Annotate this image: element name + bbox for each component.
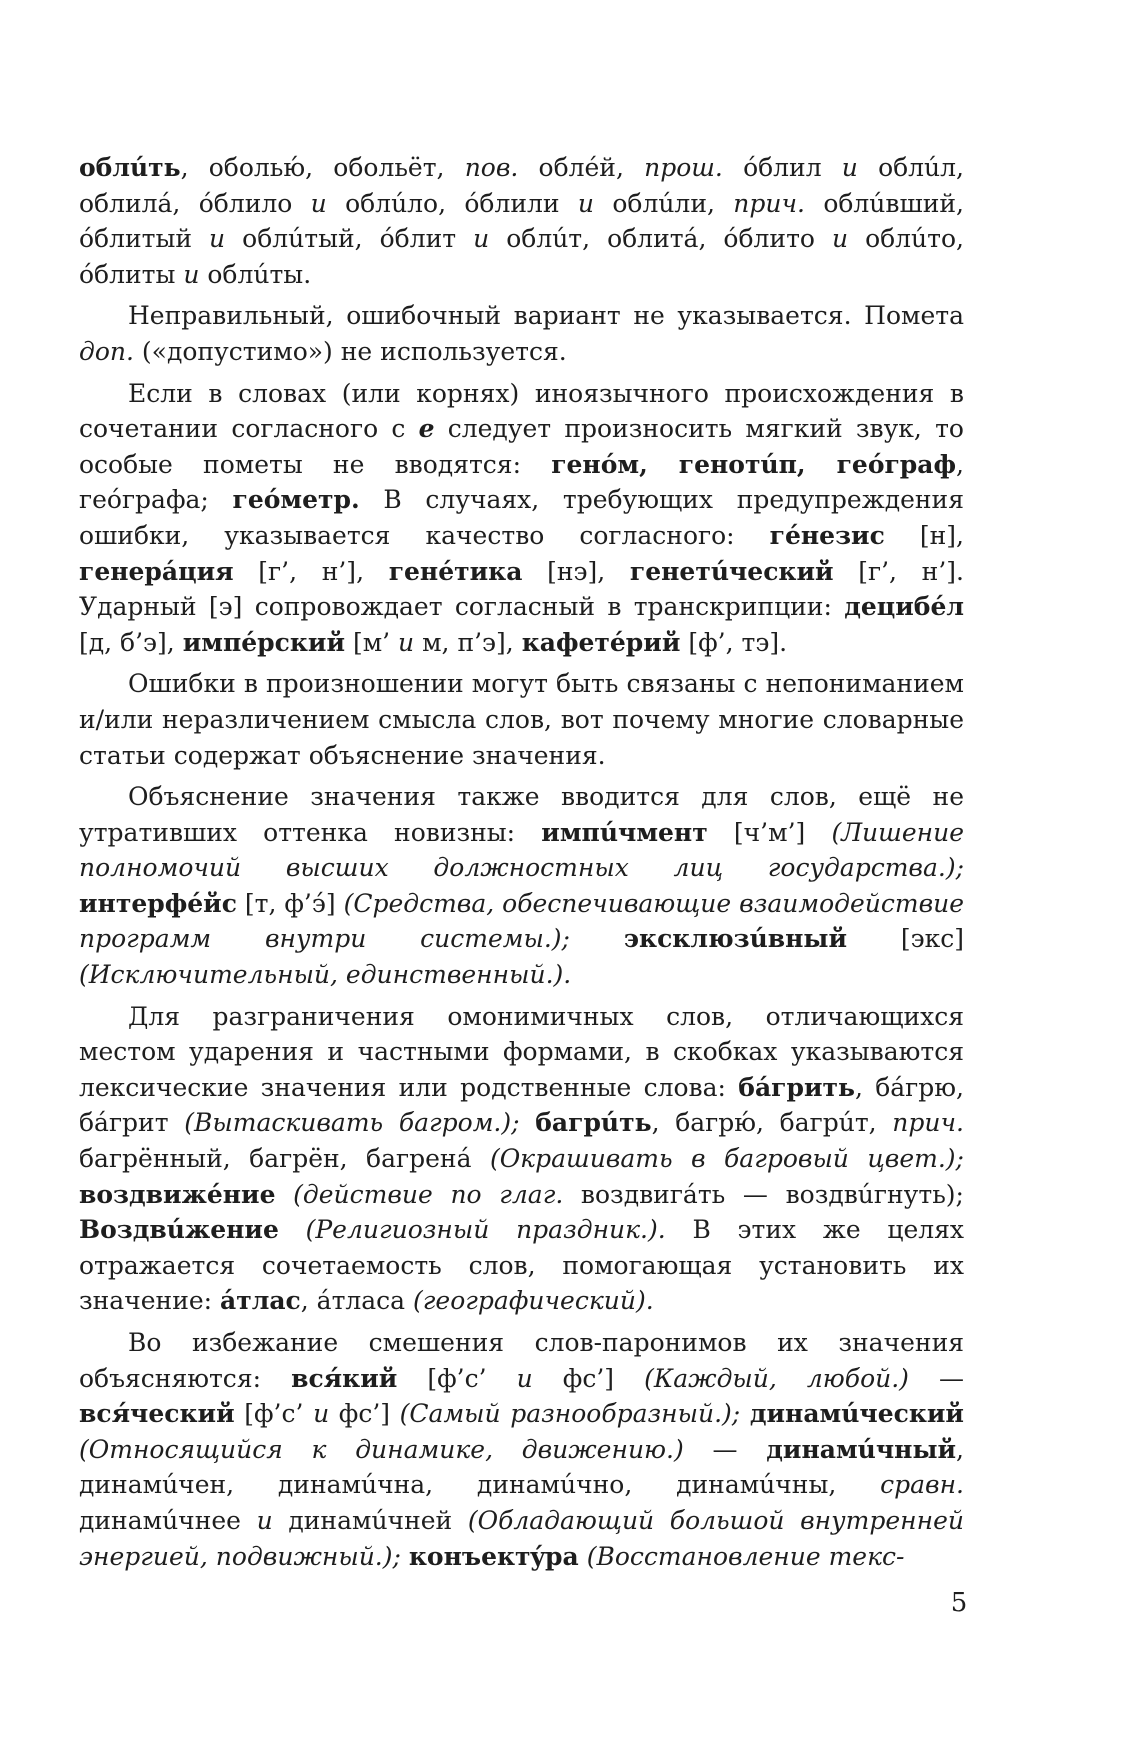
- headword: багрúть: [535, 1108, 652, 1138]
- headword: генетúческий: [629, 556, 834, 586]
- bold-italic-letter: е: [418, 414, 435, 444]
- text-run: [740, 1399, 750, 1428]
- text-run: , геóграфа;: [79, 449, 964, 515]
- headword: Воздвúжение: [79, 1215, 279, 1245]
- text-run: динамúчней: [272, 1505, 468, 1535]
- text-run: [г’, н’]. Ударный [э] сопровождает согласный в транскрипции:: [79, 556, 964, 622]
- text-run: Если в словах (или корнях) иноязычного происхождения в сочетании согласного с: [79, 378, 964, 444]
- italic-note: и: [831, 224, 849, 254]
- text-run: облúтый, óблит: [225, 224, 474, 254]
- text-run: [ф’, тэ].: [680, 627, 788, 657]
- italic-note: (действие по глаг.: [293, 1179, 564, 1209]
- text-run: Для разграничения омонимичных слов, отличающихся местом ударения и частными формами, в скобках указываются лексические значения или родственные слова:: [79, 1001, 964, 1102]
- text-run: облúт, облитá, óблито: [489, 224, 832, 254]
- text-run: облúто, óблиты: [79, 224, 964, 289]
- text-run: , бáгрю, бáгрит: [79, 1072, 964, 1138]
- italic-note: пов.: [464, 153, 519, 182]
- italic-note: доп.: [79, 336, 134, 366]
- text-run: [экс]: [847, 924, 964, 954]
- text-run: [275, 1180, 293, 1209]
- paragraph-soft-consonants: [79, 376, 964, 661]
- italic-note: и: [473, 224, 490, 254]
- headword: эксклюзúвный: [623, 924, 848, 954]
- text-run: фс’]: [329, 1399, 400, 1429]
- text-run: [г’, н’],: [233, 556, 389, 586]
- italic-note: (Вытаскивать багром.);: [184, 1108, 520, 1138]
- headword: вся́кий: [291, 1363, 398, 1393]
- headword: генерáция: [79, 556, 234, 586]
- headword: динамúчный: [766, 1434, 957, 1464]
- headword: кафетéрий: [521, 627, 681, 657]
- text-run: Неправильный, ошибочный вариант не указывается. Помета: [128, 301, 964, 331]
- headword: облúть: [79, 153, 181, 182]
- italic-note: (Лишение полномочий высших должностных лиц государства.);: [79, 817, 964, 883]
- text-run: Во избежание смешения слов-паронимов их значения объясняются:: [79, 1328, 964, 1393]
- text-run: , динамúчен, динамúчна, динамúчно, динамúчны,: [79, 1434, 964, 1500]
- italic-note: и: [209, 224, 226, 254]
- italic-note: прош.: [644, 153, 723, 182]
- italic-note: (Восстановление текс-: [586, 1541, 905, 1571]
- text-run: , оболью́, обольёт,: [180, 153, 465, 182]
- italic-note: сравн.: [880, 1470, 964, 1500]
- italic-note: (Средства, обеспечивающие взаимодействие программ внутри системы.);: [79, 888, 965, 954]
- text-run: следует произносить мягкий звук, то особые пометы не вводятся:: [79, 414, 964, 479]
- italic-note: (Окрашивать в багровый цвет.);: [489, 1144, 964, 1174]
- paragraph-homonyms: [79, 999, 964, 1319]
- text-run: [ч’м’]: [707, 817, 832, 847]
- italic-note: прич.: [733, 188, 805, 218]
- text-run: [ф’с’: [234, 1399, 314, 1429]
- headword: геóметр.: [232, 485, 360, 515]
- paragraph-incorrect-variants: [79, 298, 964, 369]
- text-run: воздвигáть — воздвúгнуть);: [563, 1179, 964, 1209]
- italic-note: (Каждый, любой.): [644, 1363, 909, 1393]
- text-run: облúты.: [199, 259, 312, 289]
- text-run: [т, ф’э́]: [236, 888, 344, 918]
- headword: децибéл: [844, 592, 964, 622]
- text-run: [ф’с’: [397, 1363, 517, 1393]
- text-run: облúли,: [594, 188, 734, 218]
- paragraph-new-words: [79, 779, 964, 993]
- italic-note: (географический).: [413, 1286, 654, 1316]
- italic-note: и: [516, 1363, 533, 1393]
- text-run: [579, 1542, 587, 1571]
- headword: импéрский: [182, 627, 345, 657]
- italic-note: и: [256, 1505, 273, 1535]
- text-run: облúвший, óблитый: [79, 188, 964, 254]
- body-text: [79, 150, 964, 1574]
- text-run: , багрю́, багрúт,: [651, 1108, 893, 1138]
- italic-note: и: [398, 627, 415, 657]
- text-run: —: [683, 1434, 767, 1464]
- headword: воздвижéние: [79, 1179, 276, 1209]
- paragraph-pronunciation-errors: [79, 666, 964, 773]
- text-run: облéй,: [518, 153, 645, 182]
- headword: бáгрить: [738, 1072, 855, 1102]
- text-run: [нэ],: [522, 556, 630, 586]
- italic-note: прич.: [892, 1108, 965, 1138]
- italic-note: (Относящийся к динамике, движению.): [79, 1434, 684, 1464]
- text-run: фс’]: [532, 1363, 645, 1393]
- text-run: [м’: [345, 627, 399, 657]
- headword: вся́ческий: [79, 1399, 235, 1429]
- italic-note: (Исключительный, единственный.).: [79, 960, 572, 990]
- italic-note: (Самый разнообразный.);: [399, 1399, 741, 1429]
- text-run: багрённый, багрён, багренá: [79, 1144, 490, 1174]
- page-number: 5: [950, 1588, 968, 1618]
- text-run: облúл, облилá, óблило: [79, 153, 964, 218]
- italic-note: (Религиозный праздник.).: [305, 1215, 666, 1245]
- text-run: В случаях, требующих предупреждения ошибки, указывается качество согласного:: [79, 485, 964, 550]
- headword: áтлас: [220, 1286, 301, 1316]
- text-run: В этих же целях отражается сочетаемость слов, помогающая установить их значение:: [79, 1215, 965, 1316]
- text-run: [д, б’э],: [79, 627, 183, 657]
- headword: гéнезис: [769, 520, 885, 550]
- text-run: [520, 1108, 536, 1137]
- text-run: м, п’э],: [414, 627, 522, 657]
- paragraph-paronyms: [79, 1325, 964, 1574]
- text-run: Объяснение значения также вводится для слов, ещё не утративших оттенка новизны:: [79, 782, 964, 847]
- paragraph-entry-oblit: [79, 150, 964, 292]
- text-run: [570, 924, 624, 953]
- italic-note: и: [313, 1399, 330, 1429]
- italic-note: и: [310, 188, 327, 218]
- headword: конъектýра: [408, 1541, 579, 1571]
- headword: динамúческий: [749, 1399, 964, 1429]
- italic-note: и: [577, 188, 595, 218]
- text-run: облúло, óблили: [326, 188, 578, 218]
- text-run: , áтласа: [300, 1286, 414, 1316]
- text-run: —: [908, 1363, 964, 1393]
- headword: импúчмент: [541, 817, 708, 847]
- text-run: óблил: [722, 153, 842, 182]
- text-run: динамúчнее: [79, 1505, 257, 1535]
- text-run: («допустимо») не используется.: [133, 336, 567, 366]
- text-run: [401, 1542, 409, 1571]
- headword: интерфéйс: [79, 888, 237, 918]
- italic-note: (Обладающий большой внутренней энергией, подвижный.);: [79, 1505, 964, 1571]
- text-run: [279, 1215, 306, 1244]
- italic-note: и: [841, 153, 858, 182]
- headword: генéтика: [388, 556, 523, 586]
- text-run: Ошибки в произношении могут быть связаны с непониманием и/или неразличением смысла слов, вот почему многие словарные статьи содержат объяснение значения.: [79, 669, 964, 770]
- text-run: [н],: [884, 520, 964, 550]
- headword: генóм, генотúп, геóграф: [551, 449, 957, 479]
- italic-note: и: [183, 259, 200, 289]
